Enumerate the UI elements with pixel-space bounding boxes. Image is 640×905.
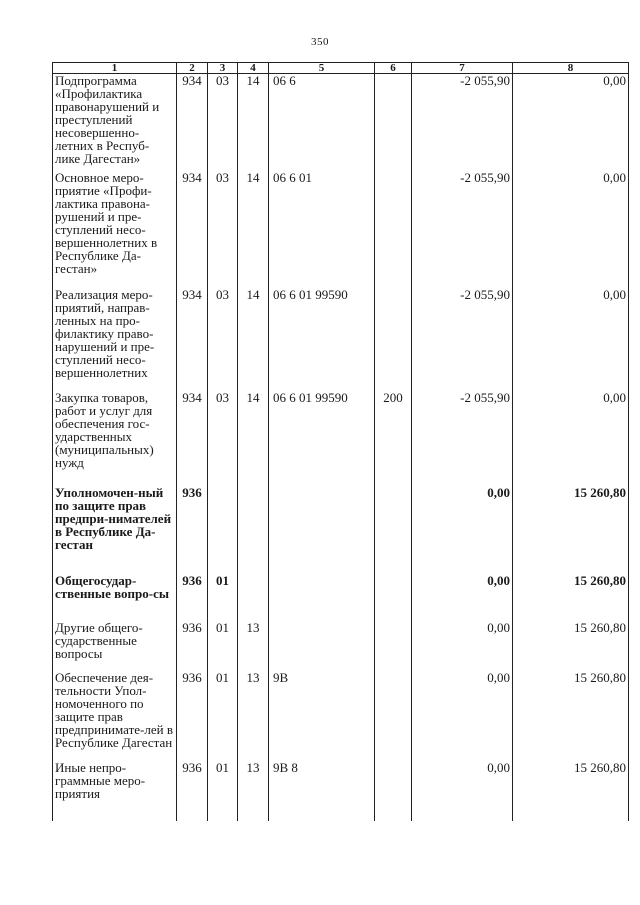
amount-col8: 15 260,80 <box>513 574 629 621</box>
amount-col8: 0,00 <box>513 391 629 486</box>
amount-col7: 0,00 <box>412 761 513 821</box>
code-rz: 01 <box>208 761 238 821</box>
code-vr <box>375 486 412 574</box>
row-name: Другие общего-сударственные вопросы <box>53 621 177 671</box>
code-csr <box>269 574 375 621</box>
amount-col8: 15 260,80 <box>513 761 629 821</box>
code-pr: 14 <box>238 391 269 486</box>
table-row <box>53 74 629 172</box>
row-name: Реализация меро-приятий, направ-ленных на про-филактику право-нарушений и пре-ступлений несо-вершеннолетних <box>53 288 177 391</box>
code-pr: 14 <box>238 74 269 172</box>
code-rz <box>208 486 238 574</box>
code-csr: 06 6 01 99590 <box>269 288 375 391</box>
code-gr: 934 <box>177 74 208 172</box>
code-pr <box>238 486 269 574</box>
table-row <box>53 761 629 821</box>
budget-table <box>52 62 629 821</box>
column-header: 5 <box>269 63 375 74</box>
code-csr: 06 6 01 99590 <box>269 391 375 486</box>
code-csr: 9В <box>269 671 375 761</box>
code-vr <box>375 288 412 391</box>
column-header: 8 <box>513 63 629 74</box>
code-pr: 13 <box>238 761 269 821</box>
code-gr: 936 <box>177 574 208 621</box>
code-vr <box>375 74 412 172</box>
amount-col7: -2 055,90 <box>412 74 513 172</box>
amount-col8: 15 260,80 <box>513 671 629 761</box>
table-row <box>53 621 629 671</box>
page-number: 350 <box>311 36 329 48</box>
amount-col7: 0,00 <box>412 574 513 621</box>
amount-col8: 0,00 <box>513 74 629 172</box>
code-rz: 01 <box>208 671 238 761</box>
column-header: 7 <box>412 63 513 74</box>
code-gr: 936 <box>177 486 208 574</box>
code-vr <box>375 171 412 288</box>
row-name: Общегосудар-ственные вопро-сы <box>53 574 177 621</box>
code-rz: 03 <box>208 171 238 288</box>
code-pr: 13 <box>238 621 269 671</box>
code-rz: 03 <box>208 391 238 486</box>
code-rz: 01 <box>208 574 238 621</box>
code-vr <box>375 761 412 821</box>
code-pr: 14 <box>238 288 269 391</box>
code-rz: 01 <box>208 621 238 671</box>
amount-col7: 0,00 <box>412 671 513 761</box>
code-rz: 03 <box>208 288 238 391</box>
row-name: Обеспечение дея-тельности Упол-номоченного по защите прав предпринимате-лей в Республике Дагестан <box>53 671 177 761</box>
code-gr: 936 <box>177 621 208 671</box>
code-csr <box>269 486 375 574</box>
amount-col8: 0,00 <box>513 288 629 391</box>
code-gr: 934 <box>177 288 208 391</box>
row-name: Подпрограмма «Профилактика правонарушений и преступлений несовершенно-летних в Респуб-лике Дагестан» <box>53 74 177 172</box>
amount-col7: -2 055,90 <box>412 288 513 391</box>
amount-col8: 15 260,80 <box>513 486 629 574</box>
code-rz: 03 <box>208 74 238 172</box>
amount-col8: 15 260,80 <box>513 621 629 671</box>
amount-col7: -2 055,90 <box>412 171 513 288</box>
code-pr: 14 <box>238 171 269 288</box>
code-pr <box>238 574 269 621</box>
code-vr <box>375 574 412 621</box>
code-gr: 936 <box>177 671 208 761</box>
code-vr <box>375 671 412 761</box>
table-row <box>53 391 629 486</box>
code-csr <box>269 621 375 671</box>
table-row <box>53 288 629 391</box>
code-vr: 200 <box>375 391 412 486</box>
row-name: Закупка товаров, работ и услуг для обеспечения гос-ударственных (муниципальных) нужд <box>53 391 177 486</box>
code-gr: 936 <box>177 761 208 821</box>
amount-col8: 0,00 <box>513 171 629 288</box>
header-row <box>53 63 629 74</box>
code-csr: 06 6 01 <box>269 171 375 288</box>
column-header: 6 <box>375 63 412 74</box>
column-header: 1 <box>53 63 177 74</box>
table-row <box>53 171 629 288</box>
column-header: 3 <box>208 63 238 74</box>
code-pr: 13 <box>238 671 269 761</box>
table-row <box>53 486 629 574</box>
row-name: Уполномочен-ный по защите прав предпри-нимателей в Республике Да-гестан <box>53 486 177 574</box>
code-gr: 934 <box>177 391 208 486</box>
code-csr: 9В 8 <box>269 761 375 821</box>
row-name: Иные непро-граммные меро-приятия <box>53 761 177 821</box>
code-vr <box>375 621 412 671</box>
row-name: Основное меро-приятие «Профи-лактика правона-рушений и пре-ступлений несо-вершеннолетних в Республике Да-гестан» <box>53 171 177 288</box>
amount-col7: -2 055,90 <box>412 391 513 486</box>
code-csr: 06 6 <box>269 74 375 172</box>
table-row <box>53 671 629 761</box>
amount-col7: 0,00 <box>412 621 513 671</box>
column-header: 4 <box>238 63 269 74</box>
code-gr: 934 <box>177 171 208 288</box>
table-row <box>53 574 629 621</box>
column-header: 2 <box>177 63 208 74</box>
amount-col7: 0,00 <box>412 486 513 574</box>
